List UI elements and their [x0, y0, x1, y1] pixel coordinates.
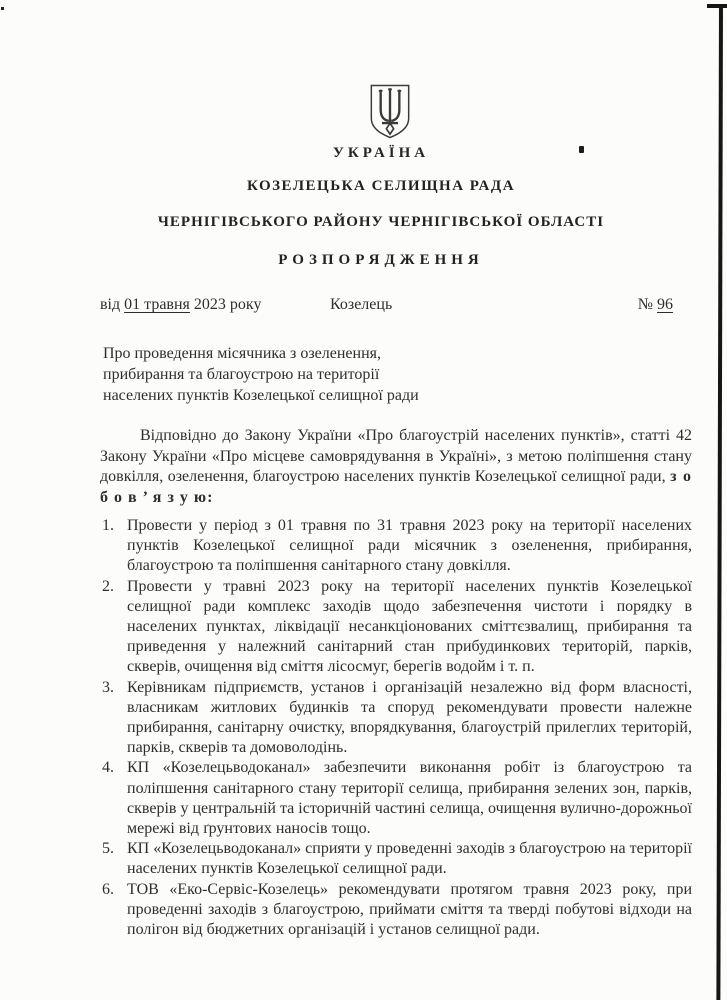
intro-paragraph — [100, 426, 692, 508]
item-text: Провести у період з 01 травня по 31 травня 2023 року на території населених пунктів Козелецької селищної ради місячник з озеленення, прибирання, благоустрою та поліпшення санітарного стану довкілля. — [127, 517, 692, 575]
list-item — [100, 880, 692, 941]
subject-line: прибирання та благоустрою на території — [103, 366, 380, 383]
item-text: Керівникам підприємств, установ і організацій незалежно від форм власності, власникам житлових будинків та споруд рекомендувати провести належне прибирання, санітарну очистку, впорядкування, благоустрій прилеглих територій, парків, скверів та домоволодінь. — [127, 678, 692, 757]
document-subject — [103, 343, 419, 406]
item-text: ТОВ «Еко-Сервіс-Козелець» рекомендувати протягом травня 2023 року, при проведенні заходів з благоустрою, приймати сміття та тверді побутові відходи на полігон від бюджетних організацій і установ селищної ради. — [127, 880, 692, 939]
intro-text: Відповідно до Закону України «Про благоустрій населених пунктів», статті 42 Закону України «Про місцеве самоврядування в Україні», з метою поліпшення стану довкілля, озеленення, благоустрою населених пунктів Козелецької селищної ради, — [100, 427, 692, 486]
item-number: 3. — [102, 678, 114, 696]
subject-line: Про проведення місячника з озеленення, — [103, 345, 382, 362]
number-value: 96 — [657, 296, 673, 313]
scan-speck — [1, 7, 4, 10]
order-items-list — [100, 516, 692, 940]
country-title: УКРАЇНА — [332, 145, 430, 161]
date-underlined: 01 травня — [124, 296, 190, 313]
document-type-title: РОЗПОРЯДЖЕННЯ — [278, 252, 484, 268]
list-item — [100, 839, 692, 879]
document-number — [638, 296, 673, 314]
list-item — [100, 577, 692, 678]
item-text: Провести у травні 2023 року на території населених пунктів Козелецької селищної ради комплекс заходів щодо забезпечення чистоти і порядку в населених пунктах, ліквідації несанкціонованих сміттєзвалищ, прибирання та приведення у належний санітарний стан прибудинкових територій, парків, скверів, очищення від сміття лісосмуг, берегів водойм і т. п. — [127, 577, 692, 676]
item-number: 4. — [102, 759, 114, 777]
item-text: КП «Козелецьводоканал» сприяти у проведенні заходів з благоустрою на території населених пунктів Козелецької селищної ради. — [127, 840, 692, 878]
list-item — [100, 678, 692, 759]
council-title: КОЗЕЛЕЦЬКА СЕЛИЩНА РАДА — [246, 178, 516, 194]
number-label: № — [637, 296, 653, 313]
intro-emphasis: з о б о в ’ я з у ю: — [100, 468, 692, 506]
ukraine-trident-icon — [368, 83, 412, 140]
document-place: Козелець — [330, 296, 393, 313]
item-text: КП «Козелецьводоканал» забезпечити виконання робіт із благоустрою та поліпшення санітарного стану території селища, прибирання зелених зон, парків, скверів у центральній та історичній частині селища, очищення вулично-дорожньої мережі від ґрунтових наносів тощо. — [127, 759, 692, 838]
item-number: 5. — [102, 840, 114, 858]
date-prefix: від — [100, 296, 121, 313]
item-number: 1. — [102, 517, 114, 534]
date-suffix: 2023 року — [193, 296, 262, 313]
subject-line: населених пунктів Козелецької селищної ради — [103, 387, 419, 404]
list-item — [100, 758, 692, 839]
document-meta-row — [100, 296, 673, 314]
item-number: 6. — [102, 880, 114, 898]
district-title: ЧЕРНІГІВСЬКОГО РАЙОНУ ЧЕРНІГІВСЬКОЇ ОБЛАСТІ — [157, 214, 605, 230]
list-item — [100, 516, 692, 577]
item-number: 2. — [102, 577, 114, 595]
document-date — [100, 296, 261, 313]
scan-edge-cap — [707, 4, 727, 8]
